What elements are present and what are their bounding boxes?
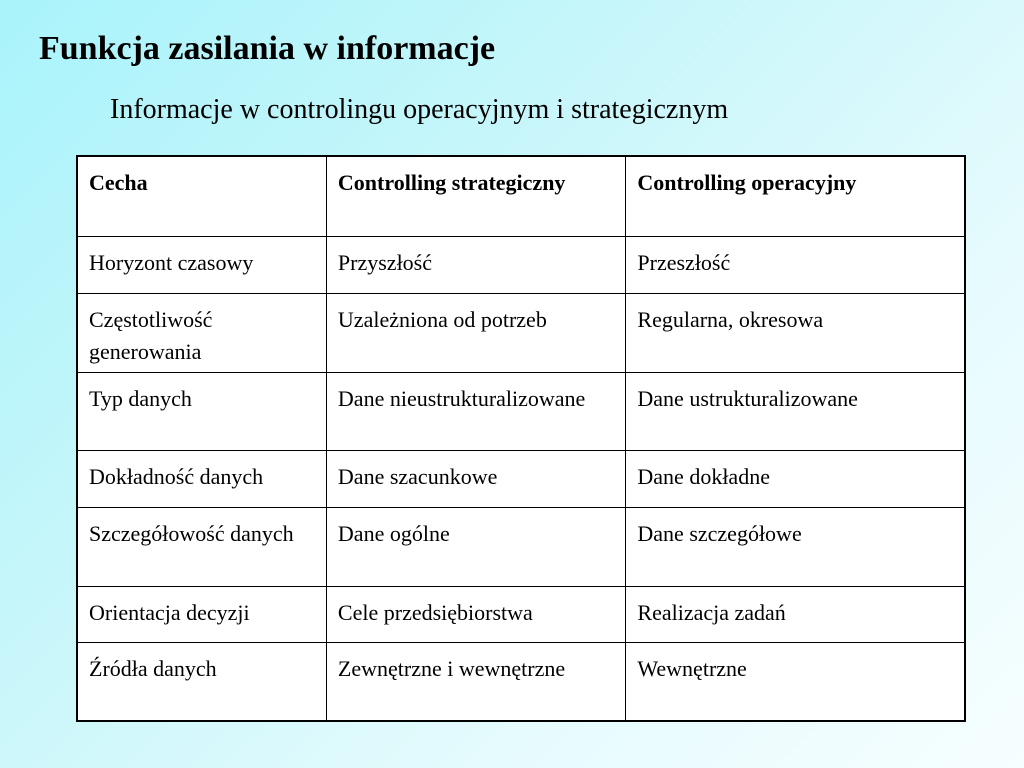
table-cell: Cele przedsiębiorstwa [326,586,625,642]
table-row [77,642,965,721]
table-cell: Dane szacunkowe [326,450,625,507]
table-cell: Źródła danych [77,642,326,721]
table-cell: Dane szczegółowe [626,507,965,586]
header-cell-strategic: Controlling strategiczny [326,156,625,236]
table-row [77,293,965,372]
table-cell: Horyzont czasowy [77,236,326,293]
table-row [77,586,965,642]
table-cell: Zewnętrzne i wewnętrzne [326,642,625,721]
table-header-row [77,156,965,236]
table-cell: Przyszłość [326,236,625,293]
table-cell: Regularna, okresowa [626,293,965,372]
table-cell: Przeszłość [626,236,965,293]
slide-title: Funkcja zasilania w informacje [39,30,496,67]
comparison-table [76,155,966,722]
header-cell-feature: Cecha [77,156,326,236]
table-cell: Uzależniona od potrzeb [326,293,625,372]
table-row [77,507,965,586]
table-cell: Szczegółowość danych [77,507,326,586]
table-cell: Dane ustrukturalizowane [626,372,965,450]
slide-subtitle: Informacje w controlingu operacyjnym i strategicznym [110,94,729,125]
table-cell: Częstotliwość generowania [77,293,326,372]
table-row [77,372,965,450]
table-cell: Typ danych [77,372,326,450]
table-cell: Dane ogólne [326,507,625,586]
table-cell: Dokładność danych [77,450,326,507]
table-cell: Dane dokładne [626,450,965,507]
table-row [77,450,965,507]
header-cell-operational: Controlling operacyjny [626,156,965,236]
table-cell: Dane nieustrukturalizowane [326,372,625,450]
table-cell: Orientacja decyzji [77,586,326,642]
table-cell: Wewnętrzne [626,642,965,721]
table-row [77,236,965,293]
table-cell: Realizacja zadań [626,586,965,642]
